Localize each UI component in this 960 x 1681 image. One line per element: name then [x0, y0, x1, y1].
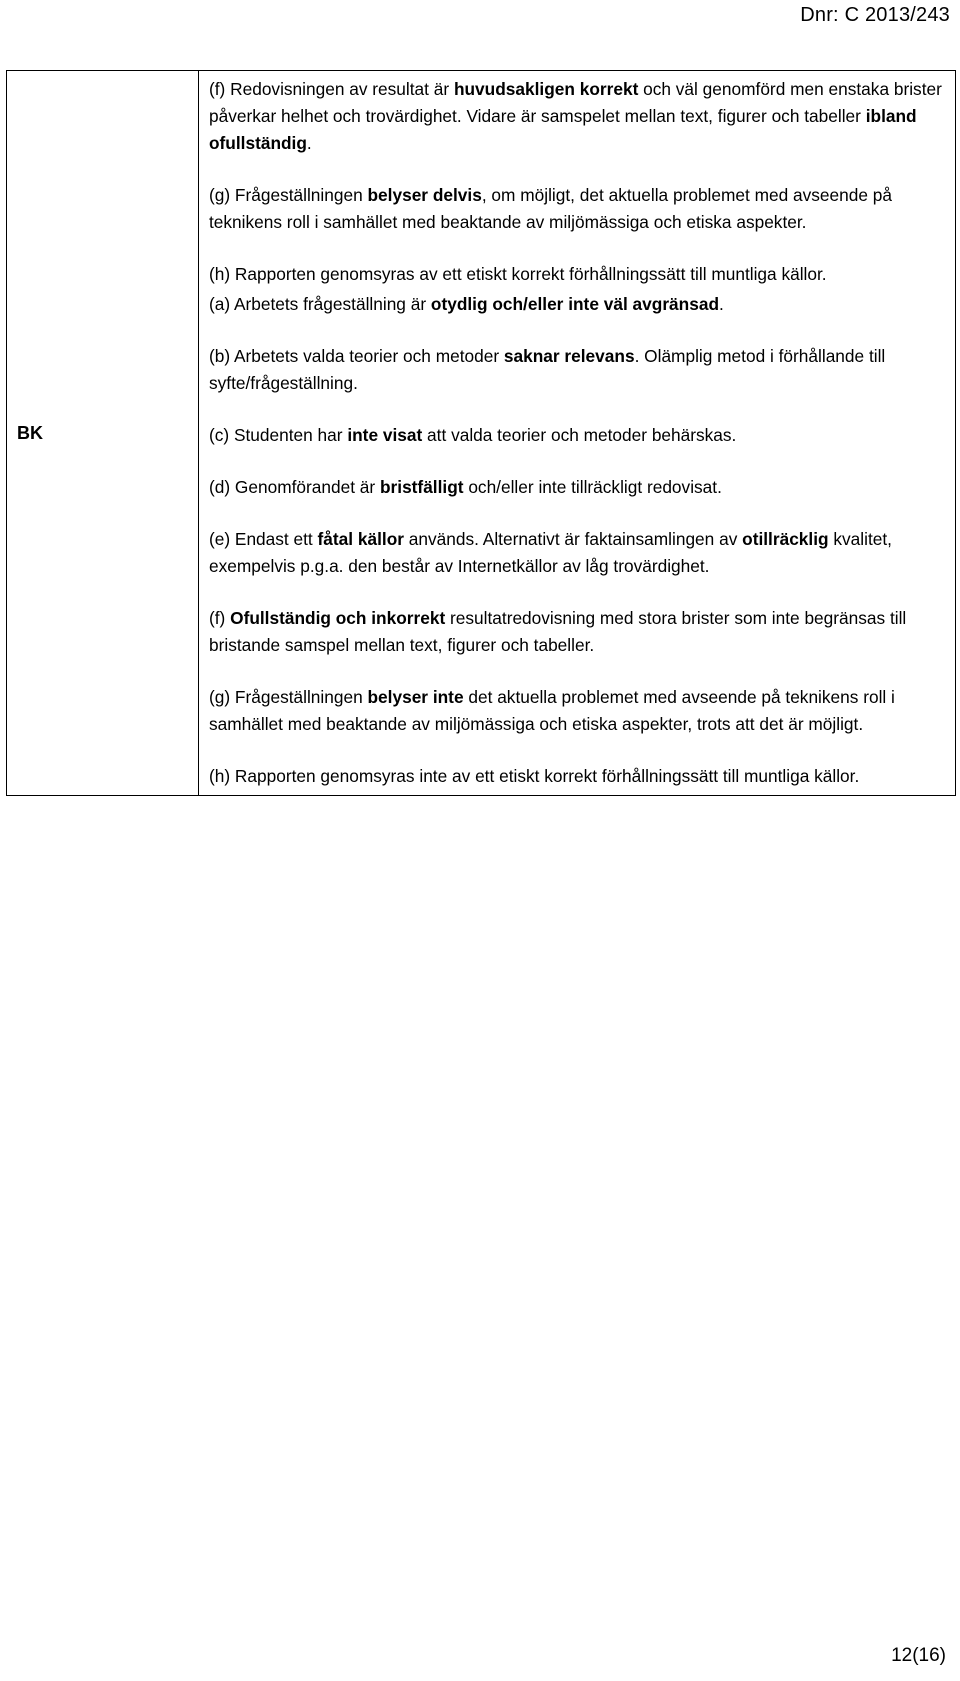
criterion-text: och väl genomförd men enstaka brister påverkar helhet och trovärdighet. Vidare är samspelet mellan text, figurer och tabeller: [209, 79, 942, 126]
criterion-text: (e) Endast ett: [209, 529, 318, 549]
criterion-text: (g) Frågeställningen: [209, 185, 368, 205]
criterion-b: [209, 343, 951, 397]
criterion-d: [209, 474, 951, 501]
grading-criteria-table: [6, 70, 956, 796]
criterion-c: [209, 422, 951, 449]
page-number: 12(16): [891, 1645, 946, 1666]
criteria-cell: [199, 71, 956, 796]
criterion-emphasis: bristfälligt: [379, 477, 464, 497]
criterion-emphasis: belyser delvis: [367, 185, 482, 205]
criterion-emphasis: saknar relevans: [503, 346, 635, 366]
criterion-text: det aktuella problemet med avseende på teknikens roll i samhället med beaktande av miljömässiga och etiska aspekter, trots att det är möjligt.: [209, 687, 895, 734]
criterion-text: .: [719, 294, 724, 314]
criterion-f: [209, 605, 951, 659]
criterion-text: , om möjligt, det aktuella problemet med avseende på teknikens roll i samhället med beaktande av miljömässiga och etiska aspekter.: [209, 185, 893, 232]
criterion-a: [209, 291, 951, 318]
criterion-emphasis: huvudsakligen korrekt: [453, 79, 639, 99]
document-reference: Dnr: C 2013/243: [800, 4, 950, 26]
criterion-g: [209, 684, 951, 738]
criterion-text: (b) Arbetets valda teorier och metoder: [209, 346, 504, 366]
criterion-text: .: [306, 133, 312, 153]
criterion-g-continued: [209, 182, 951, 236]
criterion-text: resultatredovisning med stora brister som inte begränsas till bristande samspel mellan text, figurer och tabeller.: [209, 608, 907, 655]
criterion-text: (c) Studenten har: [209, 425, 348, 445]
criterion-text: (f) Redovisningen av resultat är: [209, 79, 454, 99]
criterion-text: (a) Arbetets frågeställning är: [209, 294, 431, 314]
criterion-h-continued: (h) Rapporten genomsyras av ett etiskt korrekt förhållningssätt till muntliga källor.: [209, 264, 827, 284]
criterion-emphasis: otillräcklig: [742, 529, 829, 549]
criterion-emphasis: fåtal källor: [317, 529, 404, 549]
criterion-text: (f): [209, 608, 231, 628]
grade-label: BK: [7, 71, 199, 796]
criterion-text: (d) Genomförandet är: [209, 477, 380, 497]
criterion-text: (g) Frågeställningen: [209, 687, 368, 707]
table-row: [7, 71, 956, 796]
criterion-e: [209, 526, 951, 580]
criterion-h: (h) Rapporten genomsyras inte av ett etiskt korrekt förhållningssätt till muntliga källor.: [209, 766, 860, 786]
criterion-emphasis: Ofullständig och inkorrekt: [230, 608, 446, 628]
criterion-emphasis: inte visat: [347, 425, 423, 445]
criterion-text: och/eller inte tillräckligt redovisat.: [463, 477, 722, 497]
criterion-text: används. Alternativt är faktainsamlingen av: [404, 529, 743, 549]
criterion-emphasis: ibland ofullständig: [209, 106, 917, 153]
criterion-text: att valda teorier och metoder behärskas.: [422, 425, 737, 445]
criterion-emphasis: belyser inte: [367, 687, 464, 707]
criterion-text: kvalitet, exempelvis p.g.a. den består av Internetkällor av låg trovärdighet.: [209, 529, 892, 576]
criterion-f-continued: [209, 76, 951, 157]
criterion-text: . Olämplig metod i förhållande till syfte/frågeställning.: [209, 346, 886, 393]
criterion-emphasis: otydlig och/eller inte väl avgränsad: [430, 294, 720, 314]
